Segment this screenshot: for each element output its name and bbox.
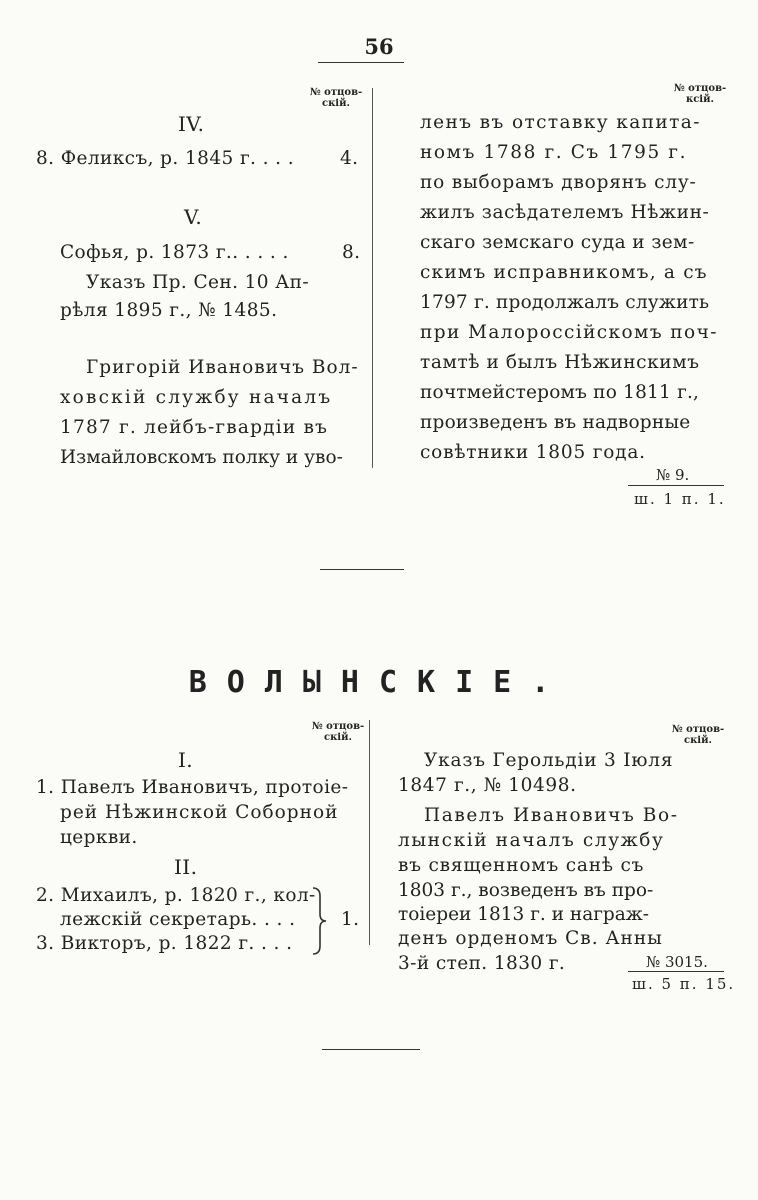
sofia-entry: Софья, р. 1873 г.. . . . . [60,242,289,263]
section-i: I. [178,748,194,772]
pavel-line: Павелъ Ивановичъ Во- [424,805,679,826]
right-text-line: совѣтники 1805 года. [420,442,646,463]
record-location-bottom: ш. 5 п. 15. [632,975,736,993]
ukaz-line-2: рѣля 1895 г., № 1485. [60,300,278,321]
pavel-line: денъ орденомъ Св. Анны [398,928,663,949]
right-text-line: 1797 г. продолжалъ служить [420,292,710,313]
item-8-number: 4. [340,148,359,169]
right-text-line: тамтѣ и былъ Нѣжинскимъ [420,352,700,373]
grigoriy-line: Измайловскомъ полку и уво- [60,447,343,468]
right-text-line: номъ 1788 г. Съ 1795 г. [420,142,688,163]
item-8: 8. Феликсъ, р. 1845 г. . . . [36,148,294,169]
grigoriy-line: Григорій Ивановичъ Вол- [86,357,359,378]
pavel-line: въ священномъ санѣ съ [398,855,645,876]
right-text-line: произведенъ въ надворные [420,412,691,433]
left-column-header: № отцов- скій. [309,87,363,109]
section-separator [320,569,404,570]
ukaz-gerold-line: Указъ Герольдіи 3 Іюля [424,750,674,771]
item-2-line-2: лежскій секретарь. . . . [60,909,296,930]
footer-separator [322,1049,420,1050]
record-location-top: ш. 1 п. 1. [634,490,726,508]
grigoriy-line: 1787 г. лейбъ-гвардіи въ [60,417,329,438]
ukaz-gerold-line: 1847 г., № 10498. [398,775,577,796]
item-1-line: 1. Павелъ Ивановичъ, протоіе- [36,777,349,798]
right-text-line: по выборамъ дворянъ слу- [420,172,697,193]
right-text-line: ленъ въ отставку капита- [420,112,701,133]
right-text-line: жилъ засѣдателемъ Нѣжин- [420,202,710,223]
column-divider-bottom [369,720,370,945]
section-iv: IV. [178,112,205,136]
right-text-line: скаго земскаго суда и зем- [420,232,695,253]
right-column-header: № отцов- ксій. [673,83,727,105]
header-rule [318,62,404,63]
item-1-line: церкви. [60,827,138,848]
record-number-bottom: № 3015. [646,953,708,971]
section-ii: II. [174,855,198,879]
section-v: V. [184,205,203,229]
brace-icon [309,886,329,956]
item-1-line: рей Нѣжинской Соборной [60,802,339,823]
sofia-number: 8. [342,242,361,263]
left-column-header-bottom: № отцов- скій. [311,721,365,743]
right-text-line: при Малороссійскомъ поч- [420,322,718,343]
volynskie-title: ВОЛЫНСКІЕ. [188,665,570,700]
item-2-line-1: 2. Михаилъ, р. 1820 г., кол- [36,885,316,906]
record-number-top: № 9. [656,466,690,484]
right-text-line: почтмейстеромъ по 1811 г., [420,382,700,403]
column-divider-top [372,88,373,468]
pavel-line: 1803 г., возведенъ въ про- [398,880,654,901]
pavel-line: лынскій началъ службу [398,830,665,851]
pavel-line: 3-й степ. 1830 г. [398,953,566,974]
ukaz-line-1: Указъ Пр. Сен. 10 Ап- [86,272,310,293]
record-rule-bottom [628,971,724,972]
right-column-header-bottom: № отцов- скій. [671,724,725,746]
right-text-line: скимъ исправникомъ, а съ [420,262,708,283]
grigoriy-line: ховскій службу началъ [60,387,333,408]
page-number: 56 [364,34,394,59]
record-rule-top [628,485,724,486]
item-3: 3. Викторъ, р. 1822 г. . . . [36,933,293,954]
group-number: 1. [341,909,360,930]
pavel-line: тоіереи 1813 г. и награж- [398,904,650,925]
